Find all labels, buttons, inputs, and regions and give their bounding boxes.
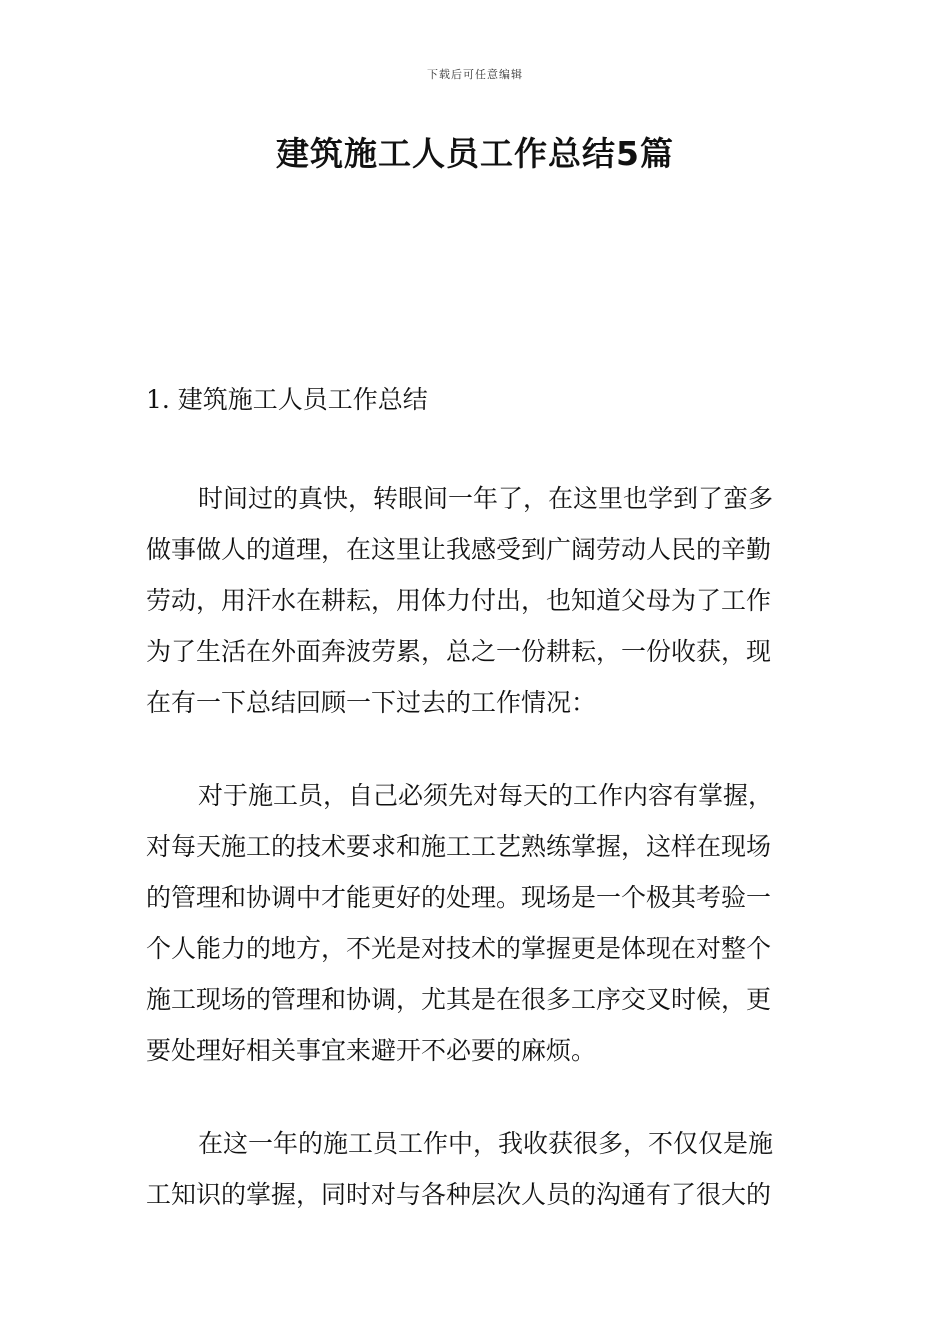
paragraph-line: 在这一年的施工员工作中，我收获很多，不仅仅是施 <box>198 1129 774 1158</box>
document-title: 建筑施工人员工作总结5篇 <box>276 134 674 173</box>
paragraph-line: 做事做人的道理，在这里让我感受到广阔劳动人民的辛勤 <box>146 535 772 564</box>
paragraph-line: 工知识的掌握，同时对与各种层次人员的沟通有了很大的 <box>146 1180 772 1209</box>
paragraph-line: 对于施工员，自己必须先对每天的工作内容有掌握， <box>198 781 774 810</box>
paragraph-line: 要处理好相关事宜来避开不必要的麻烦。 <box>146 1036 597 1065</box>
paragraph-line: 时间过的真快，转眼间一年了，在这里也学到了蛮多 <box>198 484 774 513</box>
paragraph-line: 在有一下总结回顾一下过去的工作情况： <box>146 688 597 717</box>
paragraph-line: 个人能力的地方，不光是对技术的掌握更是体现在对整个 <box>146 934 772 963</box>
paragraph-line: 施工现场的管理和协调，尤其是在很多工序交叉时候，更 <box>146 985 772 1014</box>
paragraph-line: 的管理和协调中才能更好的处理。现场是一个极其考验一 <box>146 883 772 912</box>
paragraph-line: 劳动，用汗水在耕耘，用体力付出，也知道父母为了工作 <box>146 586 772 615</box>
paragraph-3 <box>146 1118 810 1220</box>
paragraph-line: 对每天施工的技术要求和施工工艺熟练掌握，这样在现场 <box>146 832 772 861</box>
section-heading: 1. 建筑施工人员工作总结 <box>146 385 428 414</box>
paragraph-2 <box>146 770 810 1076</box>
paragraph-1 <box>146 473 810 728</box>
paragraph-line: 为了生活在外面奔波劳累，总之一份耕耘，一份收获，现 <box>146 637 772 666</box>
header-note: 下载后可任意编辑 <box>427 68 523 81</box>
